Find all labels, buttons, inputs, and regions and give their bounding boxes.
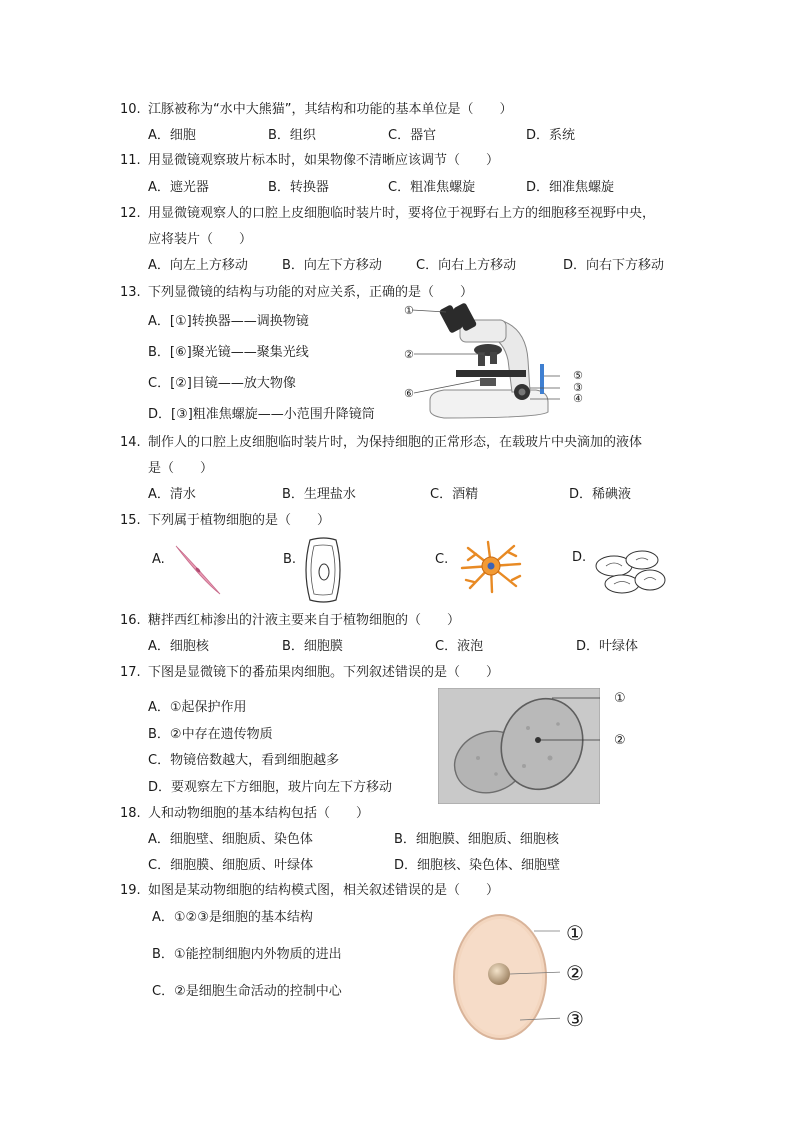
question-number: 16. <box>120 613 141 628</box>
option-b: B．组织 <box>268 128 316 143</box>
option-a: A．遮光器 <box>148 180 209 195</box>
option-c: C．向右上方移动 <box>416 258 517 273</box>
option-b: B. <box>283 552 297 567</box>
option-b: B．生理盐水 <box>282 487 356 502</box>
label-1: ① <box>614 691 626 706</box>
label-2: ② <box>566 961 584 985</box>
label-2: ② <box>614 733 626 748</box>
question-stem: 用显微镜观察玻片标本时，如果物像不清晰应该调节（ ） <box>148 153 500 168</box>
question-stem: 下列显微镜的结构与功能的对应关系，正确的是（ ） <box>148 285 474 300</box>
option-a: A．向左上方移动 <box>148 258 248 273</box>
option-c: C．②是细胞生命活动的控制中心 <box>152 984 342 999</box>
option-d: D．稀碘液 <box>569 487 632 502</box>
question-number: 15. <box>120 513 141 528</box>
option-d: D. <box>572 550 587 565</box>
option-d-red-blood-cells-image <box>592 546 668 596</box>
option-b: B．向左下方移动 <box>282 258 382 273</box>
label-5: ⑤ <box>573 369 583 382</box>
question-number: 12. <box>120 206 141 221</box>
option-c: C. <box>435 552 449 567</box>
question-stem: 用显微镜观察人的口腔上皮细胞临时装片时，要将位于视野右上方的细胞移至视野中央， <box>148 206 656 221</box>
option-c: C．器官 <box>388 128 437 143</box>
question-stem: 下列属于植物细胞的是（ ） <box>148 513 331 528</box>
option-d: D．向右下方移动 <box>563 258 665 273</box>
question-stem-continued: 是（ ） <box>148 461 214 476</box>
question-stem: 糖拌西红柿渗出的汁液主要来自于植物细胞的（ ） <box>148 613 461 628</box>
question-number: 13. <box>120 285 141 300</box>
question-stem: 下图是显微镜下的番茄果肉细胞。下列叙述错误的是（ ） <box>148 665 500 680</box>
question-stem-continued: 应将装片（ ） <box>148 232 253 247</box>
option-c: C．酒精 <box>430 487 479 502</box>
option-d: D．系统 <box>526 128 576 143</box>
option-d: D．细准焦螺旋 <box>526 180 615 195</box>
option-a: A．细胞壁、细胞质、染色体 <box>148 832 313 847</box>
option-a: A．清水 <box>148 487 196 502</box>
option-c: C．[②]目镜——放大物像 <box>148 376 296 391</box>
label-4: ④ <box>573 392 583 405</box>
option-a-muscle-cell-image <box>172 540 224 600</box>
option-a: A．①②③是细胞的基本结构 <box>152 910 313 925</box>
label-2: ② <box>404 348 414 361</box>
option-d: D．要观察左下方细胞，玻片向左下方移动 <box>148 780 393 795</box>
option-d: D．叶绿体 <box>576 639 639 654</box>
label-6: ⑥ <box>404 387 414 400</box>
option-c-neuron-image <box>458 538 524 594</box>
option-c: C．粗准焦螺旋 <box>388 180 476 195</box>
option-b: B．[⑥]聚光镜——聚集光线 <box>148 345 309 360</box>
option-b: B．转换器 <box>268 180 329 195</box>
question-stem: 江豚被称为“水中大熊猫”，其结构和功能的基本单位是（ ） <box>148 102 513 117</box>
label-3: ③ <box>573 381 583 394</box>
option-d: D．细胞核、染色体、细胞壁 <box>394 858 561 873</box>
question-stem: 制作人的口腔上皮细胞临时装片时，为保持细胞的正常形态，在载玻片中央滴加的液体 <box>148 435 643 450</box>
label-3: ③ <box>566 1007 584 1031</box>
option-b: B．①能控制细胞内外物质的进出 <box>152 947 342 962</box>
option-b: B．②中存在遗传物质 <box>148 727 273 742</box>
option-a: A. <box>152 552 165 567</box>
option-a: A．[①]转换器——调换物镜 <box>148 314 309 329</box>
option-b-guard-cell-image <box>300 536 346 604</box>
question-stem: 如图是某动物细胞的结构模式图，相关叙述错误的是（ ） <box>148 883 500 898</box>
question-number: 17. <box>120 665 141 680</box>
question-number: 18. <box>120 806 141 821</box>
microscope-figure <box>400 300 560 424</box>
animal-cell-diagram <box>450 910 560 1044</box>
question-number: 10. <box>120 102 141 117</box>
question-number: 14. <box>120 435 141 450</box>
option-a: A．细胞核 <box>148 639 209 654</box>
option-a: A．细胞 <box>148 128 196 143</box>
label-1: ① <box>566 921 584 945</box>
option-d: D．[③]粗准焦螺旋——小范围升降镜筒 <box>148 407 375 422</box>
option-c: C．物镜倍数越大，看到细胞越多 <box>148 753 340 768</box>
option-c: C．细胞膜、细胞质、叶绿体 <box>148 858 314 873</box>
question-stem: 人和动物细胞的基本结构包括（ ） <box>148 806 370 821</box>
option-b: B．细胞膜 <box>282 639 343 654</box>
option-a: A．①起保护作用 <box>148 700 247 715</box>
question-number: 11. <box>120 153 141 168</box>
label-1: ① <box>404 304 414 317</box>
tomato-cell-micrograph <box>438 688 600 804</box>
option-b: B．细胞膜、细胞质、细胞核 <box>394 832 559 847</box>
option-c: C．液泡 <box>435 639 484 654</box>
question-number: 19. <box>120 883 141 898</box>
